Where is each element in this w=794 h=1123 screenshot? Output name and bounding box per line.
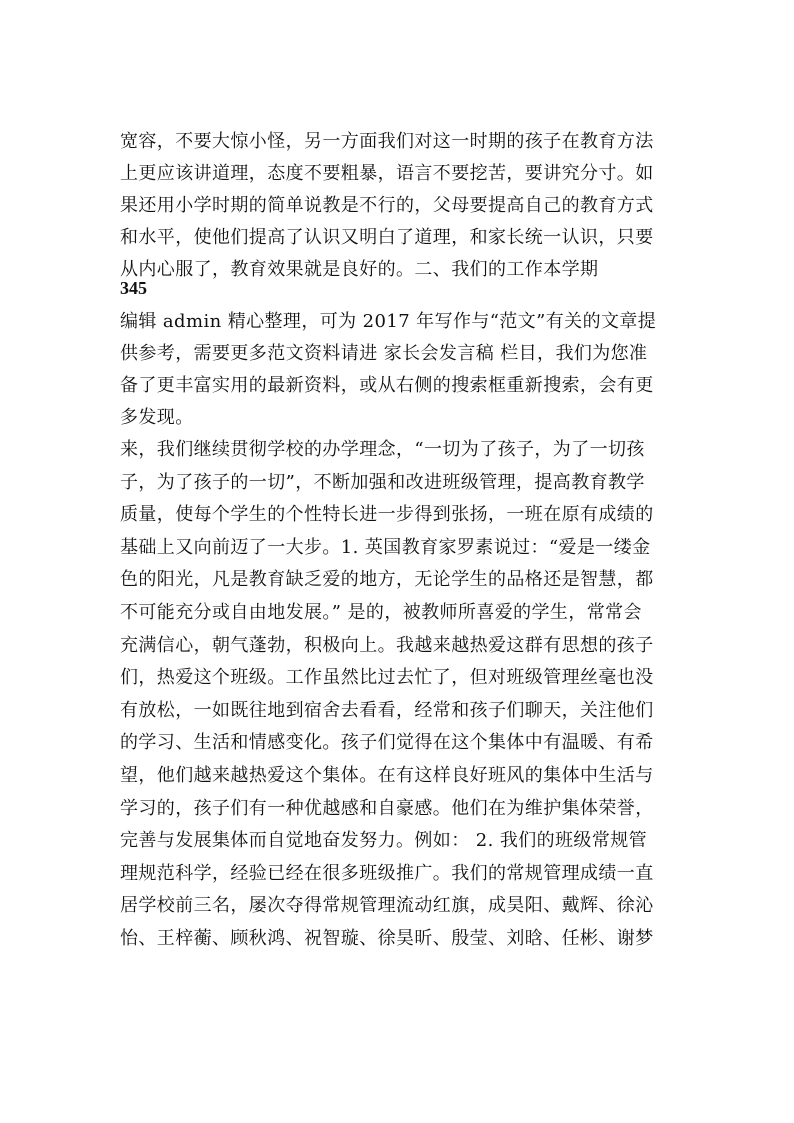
text-line: 基础上又向前迈了一大步。1. 英国教育家罗素说过：“爱是一缕金 xyxy=(120,536,651,558)
text-line: 有放松，一如既往地到宿舍去看看，经常和孩子们聊天，关注他们 xyxy=(120,699,654,721)
text-line: 质量，使每个学生的个性特长进一步得到张扬，一班在原有成绩的 xyxy=(120,504,654,526)
text-line: 宽容，不要大惊小怪，另一方面我们对这一时期的孩子在教育方法 xyxy=(120,131,654,152)
text-line: 怡、王梓蘅、顾秋鸿、祝智璇、徐昊昕、殷莹、刘晗、任彬、谢梦 xyxy=(120,927,654,949)
text-line: 们，热爱这个班级。工作虽然比过去忙了，但对班级管理丝毫也没 xyxy=(120,667,654,689)
text-line: 从内心服了，教育效果就是良好的。二、我们的工作本学期 xyxy=(120,259,599,280)
text-line: 子，为了孩子的一切”，不断加强和改进班级管理，提高教育教学 xyxy=(120,471,645,493)
text-line: 色的阳光，凡是教育缺乏爱的地方，无论学生的品格还是智慧，都 xyxy=(120,569,654,591)
text-line: 多发现。 xyxy=(120,407,194,428)
text-line: 编辑 admin 精心整理，可为 2017 年写作与“范文”有关的文章提 xyxy=(120,311,657,332)
text-line: 充满信心，朝气蓬勃，积极向上。我越来越热爱这群有思想的孩子 xyxy=(120,634,654,656)
text-line: 不可能充分或自由地发展。” 是的，被教师所喜爱的学生，常常会 xyxy=(120,601,642,623)
text-line: 和水平，使他们提高了认识又明白了道理，和家长统一认识，只要 xyxy=(120,227,654,248)
text-line: 上更应该讲道理，态度不要粗暴，语言不要挖苦，要讲究分寸。如 xyxy=(120,163,654,184)
paragraph-top xyxy=(120,126,676,286)
text-line: 学习的，孩子们有一种优越感和自豪感。他们在为维护集体荣誉， xyxy=(120,797,654,819)
text-line: 理规范科学，经验已经在很多班级推广。我们的常规管理成绩一直 xyxy=(120,862,654,884)
text-line: 供参考，需要更多范文资料请进 家长会发言稿 栏目，我们为您准 xyxy=(120,343,648,364)
page-number: 345 xyxy=(120,278,147,298)
text-line: 居学校前三名，屡次夺得常规管理流动红旗，成昊阳、戴辉、徐沁 xyxy=(120,895,654,917)
editor-note xyxy=(120,306,676,434)
text-line: 备了更丰富实用的最新资料，或从右侧的搜索框重新搜索，会有更 xyxy=(120,375,654,396)
text-line: 的学习、生活和情感变化。孩子们觉得在这个集体中有温暖、有希 xyxy=(120,732,654,754)
text-line: 望，他们越来越热爱这个集体。在有这样良好班风的集体中生活与 xyxy=(120,764,654,786)
text-line: 完善与发展集体而自觉地奋发努力。例如： 2. 我们的班级常规管 xyxy=(120,830,648,852)
text-line: 来，我们继续贯彻学校的办学理念，“一切为了孩子，为了一切孩 xyxy=(120,439,645,460)
text-line: 果还用小学时期的简单说教是不行的，父母要提高自己的教育方式 xyxy=(120,195,654,216)
paragraph-main xyxy=(120,434,676,956)
